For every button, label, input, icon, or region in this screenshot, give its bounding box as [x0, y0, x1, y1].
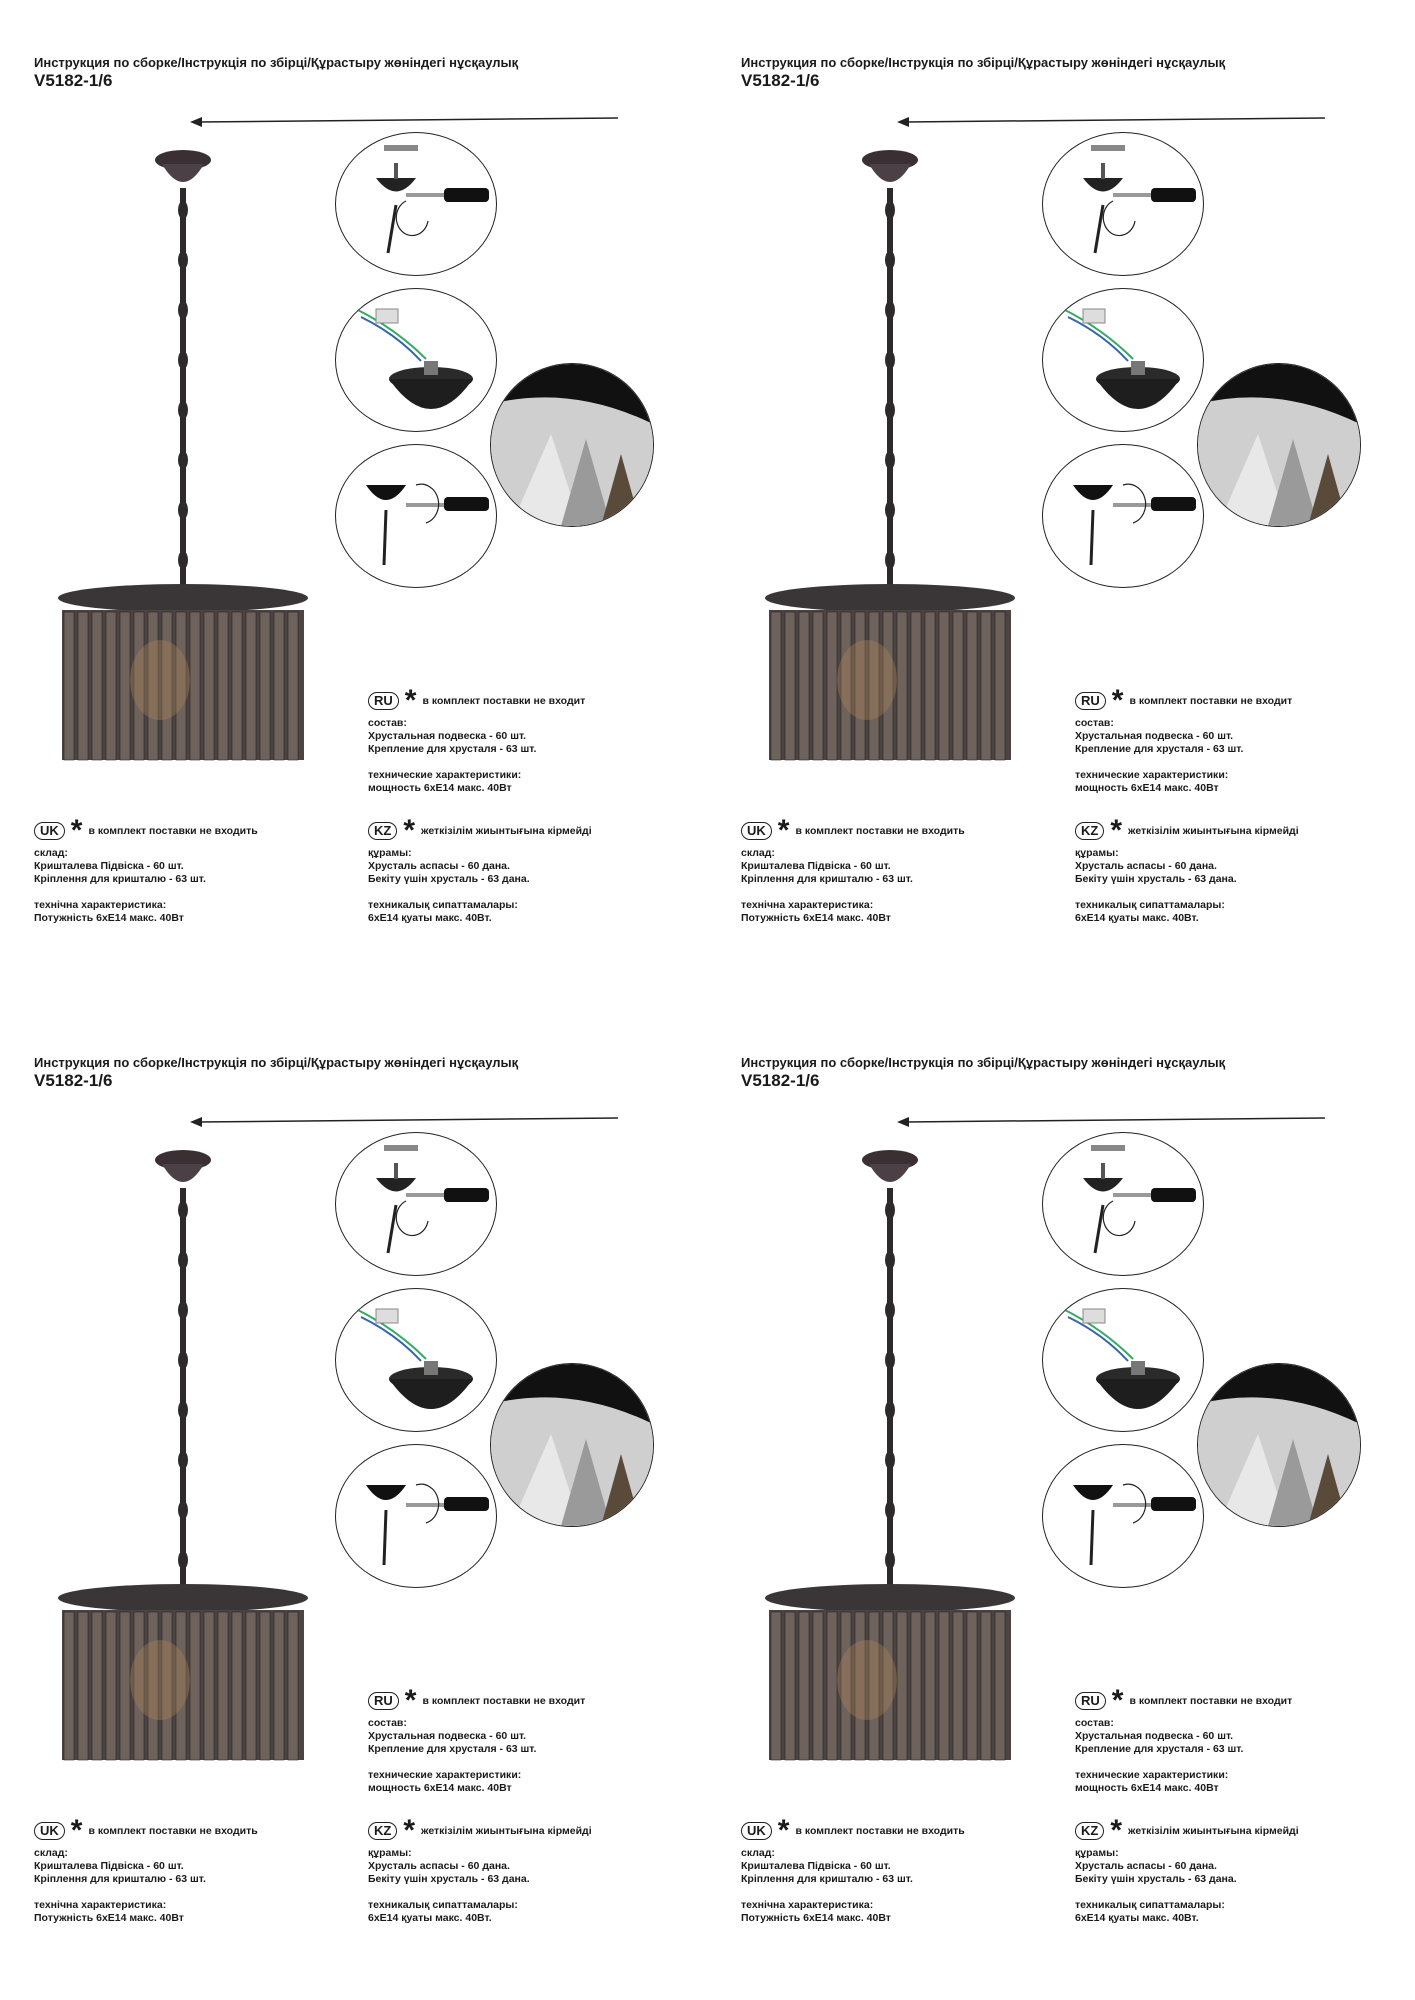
- ru-line-2: Крепление для хрусталя - 63 шт.: [368, 743, 537, 755]
- kz-section: [1075, 1814, 1299, 1925]
- ru-spec: мощность 6хE14 макс. 40Вт: [368, 1782, 512, 1794]
- ru-line-1: Хрустальная подвеска - 60 шт.: [1075, 730, 1234, 742]
- uk-line-2: Кріплення для кришталю - 63 шт.: [34, 1873, 206, 1885]
- uk-badge: UK: [741, 1822, 772, 1840]
- kz-spec: 6хE14 қуаты макс. 40Вт.: [1075, 1912, 1199, 1924]
- asterisk-icon: *: [1111, 684, 1124, 717]
- ru-line-2: Крепление для хрусталя - 63 шт.: [1075, 743, 1244, 755]
- uk-spec-label: технічна характеристика:: [741, 899, 874, 911]
- uk-composition-label: склад:: [741, 1847, 775, 1859]
- ru-spec-label: технические характеристики:: [1075, 769, 1229, 781]
- ru-badge: RU: [368, 1692, 399, 1710]
- instruction-title: Инструкция по сборке/Інструкція по збірці/Құрастыру жөніндегі нұсқаулық: [741, 55, 1226, 70]
- kz-composition-label: құрамы:: [368, 847, 412, 859]
- asterisk-icon: *: [1111, 1684, 1124, 1717]
- kz-section: [368, 814, 592, 925]
- ru-composition-label: состав:: [368, 1717, 407, 1729]
- uk-composition-label: склад:: [741, 847, 775, 859]
- asterisk-icon: *: [1110, 814, 1123, 847]
- model-number: V5182-1/6: [741, 1071, 820, 1090]
- kz-line-1: Хрусталь аспасы - 60 дана.: [368, 860, 510, 872]
- uk-section: [741, 814, 965, 925]
- step-3-fixing: [1042, 1444, 1204, 1588]
- ru-line-1: Хрустальная подвеска - 60 шт.: [368, 1730, 527, 1742]
- uk-spec: Потужність 6хE14 макс. 40Вт: [741, 912, 891, 924]
- kz-spec-label: техникалық сипаттамалары:: [368, 1899, 518, 1911]
- ru-line-1: Хрустальная подвеска - 60 шт.: [1075, 1730, 1234, 1742]
- ru-badge: RU: [368, 692, 399, 710]
- kz-line-2: Бекіту үшін хрусталь - 63 дана.: [1075, 1873, 1237, 1885]
- kz-section: [368, 1814, 592, 1925]
- kz-line-1: Хрусталь аспасы - 60 дана.: [368, 1860, 510, 1872]
- asterisk-icon: *: [70, 1814, 83, 1847]
- kz-note: жеткізілім жиынтығына кірмейді: [421, 1824, 592, 1837]
- instruction-sheet: [0, 0, 707, 1000]
- ru-section: [368, 684, 586, 795]
- ru-note: в комплект поставки не входит: [422, 694, 586, 707]
- uk-spec-label: технічна характеристика:: [741, 1899, 874, 1911]
- kz-spec-label: техникалық сипаттамалары:: [1075, 1899, 1225, 1911]
- pointer-arrow: [190, 110, 620, 130]
- ru-section: [1075, 1684, 1293, 1795]
- crystal-detail-image: [490, 363, 654, 527]
- chandelier-image: [50, 140, 340, 780]
- asterisk-icon: *: [404, 684, 417, 717]
- step-3-fixing: [335, 444, 497, 588]
- ru-composition-label: состав:: [368, 717, 407, 729]
- kz-line-1: Хрусталь аспасы - 60 дана.: [1075, 860, 1217, 872]
- step-2-wiring: [335, 1288, 497, 1432]
- kz-spec: 6хE14 қуаты макс. 40Вт.: [368, 912, 492, 924]
- instruction-title: Инструкция по сборке/Інструкція по збірці/Құрастыру жөніндегі нұсқаулық: [34, 1055, 519, 1070]
- model-number: V5182-1/6: [741, 71, 820, 90]
- model-number: V5182-1/6: [34, 71, 113, 90]
- pointer-arrow: [897, 110, 1327, 130]
- ru-section: [368, 1684, 586, 1795]
- instruction-title: Инструкция по сборке/Інструкція по збірці/Құрастыру жөніндегі нұсқаулық: [34, 55, 519, 70]
- step-3-fixing: [1042, 444, 1204, 588]
- uk-badge: UK: [34, 822, 65, 840]
- kz-line-2: Бекіту үшін хрусталь - 63 дана.: [368, 873, 530, 885]
- uk-composition-label: склад:: [34, 847, 68, 859]
- kz-line-1: Хрусталь аспасы - 60 дана.: [1075, 1860, 1217, 1872]
- step-1-mounting: [1042, 132, 1204, 276]
- uk-line-1: Кришталева Підвіска - 60 шт.: [34, 860, 184, 872]
- kz-spec-label: техникалық сипаттамалары:: [1075, 899, 1225, 911]
- instruction-title: Инструкция по сборке/Інструкція по збірці/Құрастыру жөніндегі нұсқаулық: [741, 1055, 1226, 1070]
- crystal-detail-image: [1197, 1363, 1361, 1527]
- asterisk-icon: *: [777, 814, 790, 847]
- uk-spec-label: технічна характеристика:: [34, 899, 167, 911]
- ru-spec: мощность 6хE14 макс. 40Вт: [368, 782, 512, 794]
- step-1-mounting: [335, 1132, 497, 1276]
- uk-note: в комплект поставки не входить: [88, 1824, 258, 1837]
- step-2-wiring: [335, 288, 497, 432]
- ru-composition-label: состав:: [1075, 1717, 1114, 1729]
- uk-line-2: Кріплення для кришталю - 63 шт.: [34, 873, 206, 885]
- step-1-mounting: [335, 132, 497, 276]
- ru-note: в комплект поставки не входит: [1129, 1694, 1293, 1707]
- uk-note: в комплект поставки не входить: [88, 824, 258, 837]
- uk-section: [741, 1814, 965, 1925]
- step-1-mounting: [1042, 1132, 1204, 1276]
- instruction-sheet: [707, 0, 1414, 1000]
- uk-line-1: Кришталева Підвіска - 60 шт.: [741, 1860, 891, 1872]
- uk-spec: Потужність 6хE14 макс. 40Вт: [34, 1912, 184, 1924]
- kz-line-2: Бекіту үшін хрусталь - 63 дана.: [1075, 873, 1237, 885]
- pointer-arrow: [190, 1110, 620, 1130]
- asterisk-icon: *: [403, 1814, 416, 1847]
- kz-badge: KZ: [1075, 822, 1104, 840]
- uk-composition-label: склад:: [34, 1847, 68, 1859]
- ru-spec: мощность 6хE14 макс. 40Вт: [1075, 1782, 1219, 1794]
- chandelier-image: [757, 1140, 1047, 1780]
- kz-composition-label: құрамы:: [368, 1847, 412, 1859]
- uk-note: в комплект поставки не входить: [795, 824, 965, 837]
- uk-section: [34, 1814, 258, 1925]
- ru-note: в комплект поставки не входит: [422, 1694, 586, 1707]
- kz-spec-label: техникалық сипаттамалары:: [368, 899, 518, 911]
- uk-line-1: Кришталева Підвіска - 60 шт.: [34, 1860, 184, 1872]
- uk-line-2: Кріплення для кришталю - 63 шт.: [741, 873, 913, 885]
- asterisk-icon: *: [403, 814, 416, 847]
- chandelier-image: [757, 140, 1047, 780]
- ru-spec-label: технические характеристики:: [1075, 1769, 1229, 1781]
- ru-note: в комплект поставки не входит: [1129, 694, 1293, 707]
- ru-line-1: Хрустальная подвеска - 60 шт.: [368, 730, 527, 742]
- kz-note: жеткізілім жиынтығына кірмейді: [421, 824, 592, 837]
- asterisk-icon: *: [777, 1814, 790, 1847]
- uk-spec: Потужність 6хE14 макс. 40Вт: [34, 912, 184, 924]
- kz-composition-label: құрамы:: [1075, 1847, 1119, 1859]
- asterisk-icon: *: [70, 814, 83, 847]
- kz-line-2: Бекіту үшін хрусталь - 63 дана.: [368, 1873, 530, 1885]
- ru-section: [1075, 684, 1293, 795]
- step-3-fixing: [335, 1444, 497, 1588]
- ru-line-2: Крепление для хрусталя - 63 шт.: [1075, 1743, 1244, 1755]
- uk-badge: UK: [741, 822, 772, 840]
- kz-spec: 6хE14 қуаты макс. 40Вт.: [368, 1912, 492, 1924]
- kz-composition-label: құрамы:: [1075, 847, 1119, 859]
- crystal-detail-image: [490, 1363, 654, 1527]
- ru-composition-label: состав:: [1075, 717, 1114, 729]
- ru-badge: RU: [1075, 1692, 1106, 1710]
- uk-section: [34, 814, 258, 925]
- asterisk-icon: *: [1110, 1814, 1123, 1847]
- kz-note: жеткізілім жиынтығына кірмейді: [1128, 824, 1299, 837]
- uk-spec: Потужність 6хE14 макс. 40Вт: [741, 1912, 891, 1924]
- kz-badge: KZ: [368, 1822, 397, 1840]
- kz-badge: KZ: [368, 822, 397, 840]
- chandelier-image: [50, 1140, 340, 1780]
- step-2-wiring: [1042, 1288, 1204, 1432]
- instruction-sheet: [707, 1000, 1414, 2000]
- instruction-sheet: [0, 1000, 707, 2000]
- ru-spec-label: технические характеристики:: [368, 1769, 522, 1781]
- ru-badge: RU: [1075, 692, 1106, 710]
- step-2-wiring: [1042, 288, 1204, 432]
- uk-line-1: Кришталева Підвіска - 60 шт.: [741, 860, 891, 872]
- crystal-detail-image: [1197, 363, 1361, 527]
- ru-spec: мощность 6хE14 макс. 40Вт: [1075, 782, 1219, 794]
- model-number: V5182-1/6: [34, 1071, 113, 1090]
- uk-spec-label: технічна характеристика:: [34, 1899, 167, 1911]
- uk-note: в комплект поставки не входить: [795, 1824, 965, 1837]
- kz-badge: KZ: [1075, 1822, 1104, 1840]
- kz-spec: 6хE14 қуаты макс. 40Вт.: [1075, 912, 1199, 924]
- kz-section: [1075, 814, 1299, 925]
- kz-note: жеткізілім жиынтығына кірмейді: [1128, 1824, 1299, 1837]
- asterisk-icon: *: [404, 1684, 417, 1717]
- uk-badge: UK: [34, 1822, 65, 1840]
- uk-line-2: Кріплення для кришталю - 63 шт.: [741, 1873, 913, 1885]
- ru-spec-label: технические характеристики:: [368, 769, 522, 781]
- ru-line-2: Крепление для хрусталя - 63 шт.: [368, 1743, 537, 1755]
- pointer-arrow: [897, 1110, 1327, 1130]
